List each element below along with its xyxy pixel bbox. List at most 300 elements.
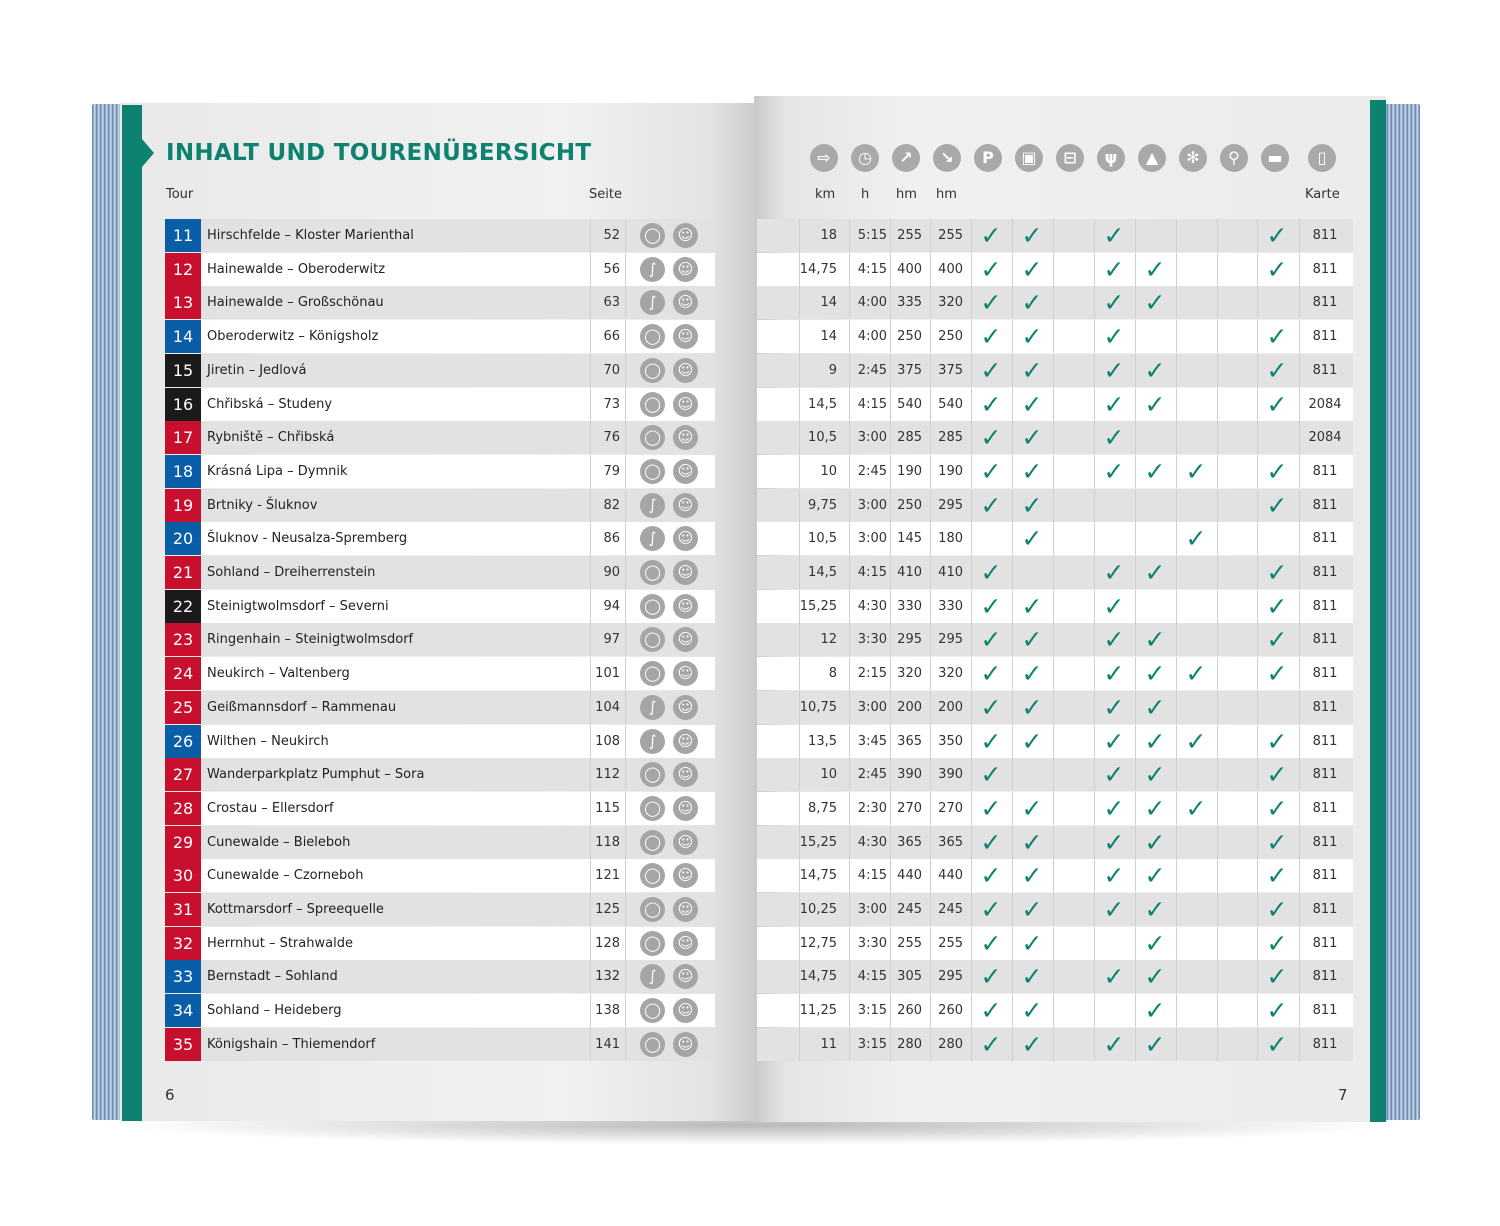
child-friendly-icon: ☺ <box>673 560 698 585</box>
tour-number-badge: 34 <box>165 994 201 1027</box>
one-way-route-icon: ∫ <box>640 257 665 282</box>
round-trip-icon: ◯ <box>640 627 665 652</box>
column-divider <box>849 590 850 623</box>
tour-number-badge: 30 <box>165 859 201 892</box>
tour-row-left <box>165 657 715 690</box>
checkmark-icon: ✓ <box>1266 962 1288 991</box>
tour-name: Brtniky - Šluknov <box>207 498 318 513</box>
column-divider <box>1176 623 1177 656</box>
column-divider <box>625 388 626 421</box>
tour-row-left <box>165 286 715 319</box>
tour-number-badge: 14 <box>165 320 201 353</box>
column-divider <box>849 354 850 387</box>
tour-duration: 3:15 <box>857 1003 887 1018</box>
tour-row-right <box>757 691 1353 724</box>
column-divider <box>625 758 626 791</box>
checkmark-icon: ✓ <box>1185 727 1207 756</box>
tour-name: Herrnhut – Strahwalde <box>207 936 353 951</box>
checkmark-icon: ✓ <box>1185 794 1207 823</box>
tour-map-number: 811 <box>1312 464 1338 479</box>
checkmark-icon: ✓ <box>1144 457 1166 486</box>
round-trip-icon: ◯ <box>640 830 665 855</box>
tour-duration: 4:00 <box>857 295 887 310</box>
round-trip-icon: ◯ <box>640 594 665 619</box>
tour-map-number: 811 <box>1312 1037 1338 1052</box>
column-divider <box>625 455 626 488</box>
tour-ascent: 440 <box>897 868 922 883</box>
column-divider <box>1217 994 1218 1027</box>
child-friendly-icon: ☺ <box>673 863 698 888</box>
tour-distance: 12 <box>820 632 837 647</box>
tour-distance: 13,5 <box>808 734 837 749</box>
column-divider <box>625 994 626 1027</box>
tour-descent: 180 <box>938 531 963 546</box>
tour-number-badge: 18 <box>165 455 201 488</box>
tour-page-number: 108 <box>595 734 620 749</box>
checkmark-icon: ✓ <box>1144 356 1166 385</box>
tour-row-left <box>165 1028 715 1061</box>
checkmark-icon: ✓ <box>1144 693 1166 722</box>
column-divider <box>1217 792 1218 825</box>
checkmark-icon: ✓ <box>1021 625 1043 654</box>
tour-page-number: 86 <box>603 531 620 546</box>
checkmark-icon: ✓ <box>1021 861 1043 890</box>
tour-ascent: 295 <box>897 632 922 647</box>
tour-map-number: 811 <box>1312 295 1338 310</box>
tour-ascent: 190 <box>897 464 922 479</box>
tour-name: Neukirch – Valtenberg <box>207 666 350 681</box>
checkmark-icon: ✓ <box>1021 288 1043 317</box>
tour-map-number: 811 <box>1312 700 1338 715</box>
tour-map-number: 811 <box>1312 262 1338 277</box>
child-friendly-icon: ☺ <box>673 796 698 821</box>
column-divider <box>1176 826 1177 859</box>
one-way-route-icon: ∫ <box>640 290 665 315</box>
column-divider <box>1053 354 1054 387</box>
tour-name: Sohland – Heideberg <box>207 1003 342 1018</box>
tour-page-number: 97 <box>603 632 620 647</box>
checkmark-icon: ✓ <box>1266 558 1288 587</box>
checkmark-icon: ✓ <box>1144 828 1166 857</box>
right-accent-stripe <box>1370 100 1386 1122</box>
column-divider <box>1176 859 1177 892</box>
checkmark-icon: ✓ <box>1266 322 1288 351</box>
checkmark-icon: ✓ <box>1021 895 1043 924</box>
tour-descent: 375 <box>938 363 963 378</box>
column-divider <box>1135 522 1136 555</box>
tour-row-left <box>165 489 715 522</box>
tour-duration: 3:30 <box>857 936 887 951</box>
checkmark-icon: ✓ <box>1021 356 1043 385</box>
column-divider <box>1217 219 1218 252</box>
column-divider <box>625 623 626 656</box>
column-divider <box>849 320 850 353</box>
tour-descent: 350 <box>938 734 963 749</box>
tour-name: Wilthen – Neukirch <box>207 734 329 749</box>
tour-number-badge: 12 <box>165 253 201 286</box>
tour-number-badge: 26 <box>165 725 201 758</box>
column-divider <box>1053 960 1054 993</box>
column-divider <box>1053 893 1054 926</box>
child-friendly-icon: ☺ <box>673 358 698 383</box>
tour-distance: 10,5 <box>808 531 837 546</box>
child-friendly-icon: ☺ <box>673 223 698 248</box>
checkmark-icon: ✓ <box>1266 727 1288 756</box>
round-trip-icon: ◯ <box>640 358 665 383</box>
checkmark-icon: ✓ <box>980 1030 1002 1059</box>
column-divider <box>1053 725 1054 758</box>
tour-descent: 295 <box>938 632 963 647</box>
column-divider <box>1217 421 1218 454</box>
tour-descent: 295 <box>938 498 963 513</box>
column-divider <box>849 455 850 488</box>
column-divider <box>1217 927 1218 960</box>
checkmark-icon: ✓ <box>1103 356 1125 385</box>
column-divider <box>625 219 626 252</box>
column-divider <box>971 522 972 555</box>
checkmark-icon: ✓ <box>1021 929 1043 958</box>
tour-number-badge: 16 <box>165 388 201 421</box>
checkmark-icon: ✓ <box>980 625 1002 654</box>
column-divider <box>625 522 626 555</box>
checkmark-icon: ✓ <box>1103 962 1125 991</box>
tour-map-number: 811 <box>1312 329 1338 344</box>
column-divider <box>1094 994 1095 1027</box>
tour-row-right <box>757 792 1353 825</box>
tour-row-left <box>165 725 715 758</box>
column-divider <box>1053 1028 1054 1061</box>
checkmark-icon: ✓ <box>980 659 1002 688</box>
tour-number-badge: 15 <box>165 354 201 387</box>
tour-distance: 11,25 <box>799 1003 837 1018</box>
tour-name: Šluknov - Neusalza-Spremberg <box>207 531 408 546</box>
tour-name: Ringenhain – Steinigtwolmsdorf <box>207 632 414 647</box>
tour-duration: 3:45 <box>857 734 887 749</box>
column-divider <box>1176 927 1177 960</box>
tour-duration: 4:00 <box>857 329 887 344</box>
checkmark-icon: ✓ <box>1144 727 1166 756</box>
tour-name: Steinigtwolmsdorf – Severni <box>207 599 389 614</box>
column-divider <box>849 489 850 522</box>
checkmark-icon: ✓ <box>1266 625 1288 654</box>
column-divider <box>849 556 850 589</box>
tour-map-number: 811 <box>1312 936 1338 951</box>
tour-number-badge: 19 <box>165 489 201 522</box>
column-divider <box>1176 320 1177 353</box>
column-divider <box>1217 826 1218 859</box>
column-divider <box>849 1028 850 1061</box>
tour-map-number: 811 <box>1312 1003 1338 1018</box>
column-divider <box>1176 691 1177 724</box>
checkmark-icon: ✓ <box>1144 625 1166 654</box>
column-divider <box>1053 455 1054 488</box>
checkmark-icon: ✓ <box>1144 962 1166 991</box>
column-divider <box>1053 859 1054 892</box>
checkmark-icon: ✓ <box>1021 524 1043 553</box>
checkmark-icon: ✓ <box>1144 255 1166 284</box>
tour-name: Bernstadt – Sohland <box>207 969 338 984</box>
checkmark-icon: ✓ <box>980 895 1002 924</box>
tour-row-right <box>757 994 1353 1027</box>
checkmark-icon: ✓ <box>1103 423 1125 452</box>
tour-duration: 2:30 <box>857 801 887 816</box>
round-trip-icon: ◯ <box>640 560 665 585</box>
column-divider <box>1257 691 1258 724</box>
tour-duration: 2:45 <box>857 767 887 782</box>
tour-row-right <box>757 927 1353 960</box>
bicycle-icon: ⚲ <box>1220 144 1248 172</box>
column-divider <box>625 590 626 623</box>
column-divider <box>1053 219 1054 252</box>
column-divider <box>1176 960 1177 993</box>
tour-row-right <box>757 556 1353 589</box>
tour-descent: 295 <box>938 969 963 984</box>
tour-row-right <box>757 455 1353 488</box>
column-divider <box>625 893 626 926</box>
round-trip-icon: ◯ <box>640 796 665 821</box>
checkmark-icon: ✓ <box>980 322 1002 351</box>
column-divider <box>1176 489 1177 522</box>
tour-row-left <box>165 522 715 555</box>
tour-page-number: 141 <box>595 1037 620 1052</box>
tour-number-badge: 24 <box>165 657 201 690</box>
checkmark-icon: ✓ <box>1144 861 1166 890</box>
round-trip-icon: ◯ <box>640 459 665 484</box>
column-divider <box>849 286 850 319</box>
child-friendly-icon: ☺ <box>673 493 698 518</box>
checkmark-icon: ✓ <box>1266 760 1288 789</box>
tour-row-left <box>165 994 715 1027</box>
column-divider <box>1217 354 1218 387</box>
child-friendly-icon: ☺ <box>673 627 698 652</box>
column-divider <box>1053 421 1054 454</box>
checkmark-icon: ✓ <box>1266 861 1288 890</box>
column-divider <box>1053 994 1054 1027</box>
column-divider <box>625 725 626 758</box>
checkmark-icon: ✓ <box>1021 221 1043 250</box>
tour-ascent: 280 <box>897 1037 922 1052</box>
tour-row-right <box>757 354 1353 387</box>
header-hours: h <box>861 187 870 202</box>
tour-ascent: 250 <box>897 329 922 344</box>
tour-distance: 10,25 <box>799 902 837 917</box>
tour-duration: 4:15 <box>857 969 887 984</box>
column-divider <box>1217 590 1218 623</box>
tour-ascent: 255 <box>897 228 922 243</box>
column-divider <box>1217 691 1218 724</box>
checkmark-icon: ✓ <box>1103 727 1125 756</box>
column-divider <box>1176 994 1177 1027</box>
checkmark-icon: ✓ <box>1266 491 1288 520</box>
child-friendly-icon: ☺ <box>673 931 698 956</box>
page-edges-right <box>1384 104 1420 1120</box>
tour-map-number: 811 <box>1312 835 1338 850</box>
tour-ascent: 320 <box>897 666 922 681</box>
column-divider <box>1053 320 1054 353</box>
tour-duration: 3:15 <box>857 1037 887 1052</box>
column-divider <box>1053 927 1054 960</box>
tour-name: Rybniště – Chřibská <box>207 430 335 445</box>
tour-map-number: 811 <box>1312 767 1338 782</box>
column-divider <box>1094 522 1095 555</box>
checkmark-icon: ✓ <box>980 828 1002 857</box>
tour-distance: 14,75 <box>799 868 837 883</box>
tour-page-number: 52 <box>603 228 620 243</box>
checkmark-icon: ✓ <box>1144 929 1166 958</box>
column-divider <box>1176 253 1177 286</box>
tour-distance: 10 <box>820 767 837 782</box>
checkmark-icon: ✓ <box>1021 592 1043 621</box>
column-divider <box>1053 590 1054 623</box>
checkmark-icon: ✓ <box>1185 457 1207 486</box>
column-divider <box>1217 388 1218 421</box>
tour-map-number: 2084 <box>1308 397 1342 412</box>
one-way-route-icon: ∫ <box>640 526 665 551</box>
tour-page-number: 94 <box>603 599 620 614</box>
checkmark-icon: ✓ <box>980 962 1002 991</box>
tour-ascent: 540 <box>897 397 922 412</box>
checkmark-icon: ✓ <box>1185 659 1207 688</box>
tour-name: Oberoderwitz – Königsholz <box>207 329 379 344</box>
column-divider <box>1176 354 1177 387</box>
tour-descent: 540 <box>938 397 963 412</box>
map-icon: ▯ <box>1308 144 1336 172</box>
column-divider <box>1012 556 1013 589</box>
column-divider <box>625 556 626 589</box>
tour-descent: 285 <box>938 430 963 445</box>
column-divider <box>625 927 626 960</box>
child-friendly-icon: ☺ <box>673 762 698 787</box>
tour-descent: 250 <box>938 329 963 344</box>
column-divider <box>625 320 626 353</box>
child-friendly-icon: ☺ <box>673 425 698 450</box>
column-divider <box>1217 1028 1218 1061</box>
tour-map-number: 811 <box>1312 969 1338 984</box>
tour-number-badge: 35 <box>165 1028 201 1061</box>
checkmark-icon: ✓ <box>980 255 1002 284</box>
round-trip-icon: ◯ <box>640 425 665 450</box>
column-divider <box>849 826 850 859</box>
checkmark-icon: ✓ <box>1021 794 1043 823</box>
title-marker-arrow <box>142 139 154 167</box>
tour-distance: 10,75 <box>799 700 837 715</box>
checkmark-icon: ✓ <box>1021 693 1043 722</box>
tour-page-number: 79 <box>603 464 620 479</box>
column-divider <box>1257 421 1258 454</box>
tour-number-badge: 27 <box>165 758 201 791</box>
round-trip-icon: ◯ <box>640 392 665 417</box>
checkmark-icon: ✓ <box>1021 457 1043 486</box>
checkmark-icon: ✓ <box>1266 457 1288 486</box>
column-divider <box>1217 522 1218 555</box>
checkmark-icon: ✓ <box>1021 491 1043 520</box>
tour-descent: 320 <box>938 666 963 681</box>
header-hm-up: hm <box>896 187 917 202</box>
child-friendly-icon: ☺ <box>673 392 698 417</box>
column-divider <box>625 657 626 690</box>
parking-icon: P <box>974 144 1002 172</box>
tour-name: Hainewalde – Großschönau <box>207 295 384 310</box>
tour-duration: 3:30 <box>857 632 887 647</box>
tour-duration: 2:15 <box>857 666 887 681</box>
tour-descent: 390 <box>938 767 963 782</box>
one-way-route-icon: ∫ <box>640 964 665 989</box>
column-divider <box>625 792 626 825</box>
tour-map-number: 811 <box>1312 565 1338 580</box>
tour-descent: 320 <box>938 295 963 310</box>
tour-descent: 190 <box>938 464 963 479</box>
checkmark-icon: ✓ <box>1103 592 1125 621</box>
column-divider <box>1053 253 1054 286</box>
column-divider <box>1053 556 1054 589</box>
column-divider <box>1217 489 1218 522</box>
tour-page-number: 56 <box>603 262 620 277</box>
tour-descent: 365 <box>938 835 963 850</box>
checkmark-icon: ✓ <box>1144 659 1166 688</box>
column-divider <box>1053 826 1054 859</box>
header-karte: Karte <box>1305 187 1340 202</box>
checkmark-icon: ✓ <box>1021 828 1043 857</box>
checkmark-icon: ✓ <box>980 356 1002 385</box>
tour-distance: 14,5 <box>808 397 837 412</box>
checkmark-icon: ✓ <box>1103 558 1125 587</box>
tour-name: Hainewalde – Oberoderwitz <box>207 262 386 277</box>
column-divider <box>1176 1028 1177 1061</box>
ascent-arrow-icon: ↗ <box>892 144 920 172</box>
tour-ascent: 270 <box>897 801 922 816</box>
winter-icon: ✻ <box>1179 144 1207 172</box>
tour-descent: 255 <box>938 936 963 951</box>
round-trip-icon: ◯ <box>640 762 665 787</box>
child-friendly-icon: ☺ <box>673 324 698 349</box>
bus-icon: ▣ <box>1015 144 1043 172</box>
tour-distance: 9,75 <box>808 498 837 513</box>
checkmark-icon: ✓ <box>980 491 1002 520</box>
tour-row-left <box>165 219 715 252</box>
tour-page-number: 63 <box>603 295 620 310</box>
checkmark-icon: ✓ <box>1103 828 1125 857</box>
tour-page-number: 125 <box>595 902 620 917</box>
tour-map-number: 811 <box>1312 734 1338 749</box>
column-divider <box>1135 489 1136 522</box>
column-divider <box>1217 960 1218 993</box>
child-friendly-icon: ☺ <box>673 830 698 855</box>
tour-distance: 14,75 <box>799 969 837 984</box>
tour-row-right <box>757 893 1353 926</box>
descent-arrow-icon: ↘ <box>933 144 961 172</box>
column-divider <box>625 691 626 724</box>
checkmark-icon: ✓ <box>1266 390 1288 419</box>
column-divider <box>1176 388 1177 421</box>
tour-distance: 14 <box>820 295 837 310</box>
column-divider <box>1135 320 1136 353</box>
column-divider <box>849 388 850 421</box>
page-title: INHALT UND TOURENÜBERSICHT <box>166 140 592 166</box>
tour-ascent: 305 <box>897 969 922 984</box>
child-friendly-icon: ☺ <box>673 290 698 315</box>
column-divider <box>625 859 626 892</box>
child-friendly-icon: ☺ <box>673 729 698 754</box>
checkmark-icon: ✓ <box>1144 1030 1166 1059</box>
column-divider <box>849 623 850 656</box>
column-divider <box>849 657 850 690</box>
round-trip-icon: ◯ <box>640 931 665 956</box>
checkmark-icon: ✓ <box>1266 1030 1288 1059</box>
checkmark-icon: ✓ <box>1144 996 1166 1025</box>
tour-ascent: 260 <box>897 1003 922 1018</box>
tour-page-number: 73 <box>603 397 620 412</box>
checkmark-icon: ✓ <box>1144 895 1166 924</box>
